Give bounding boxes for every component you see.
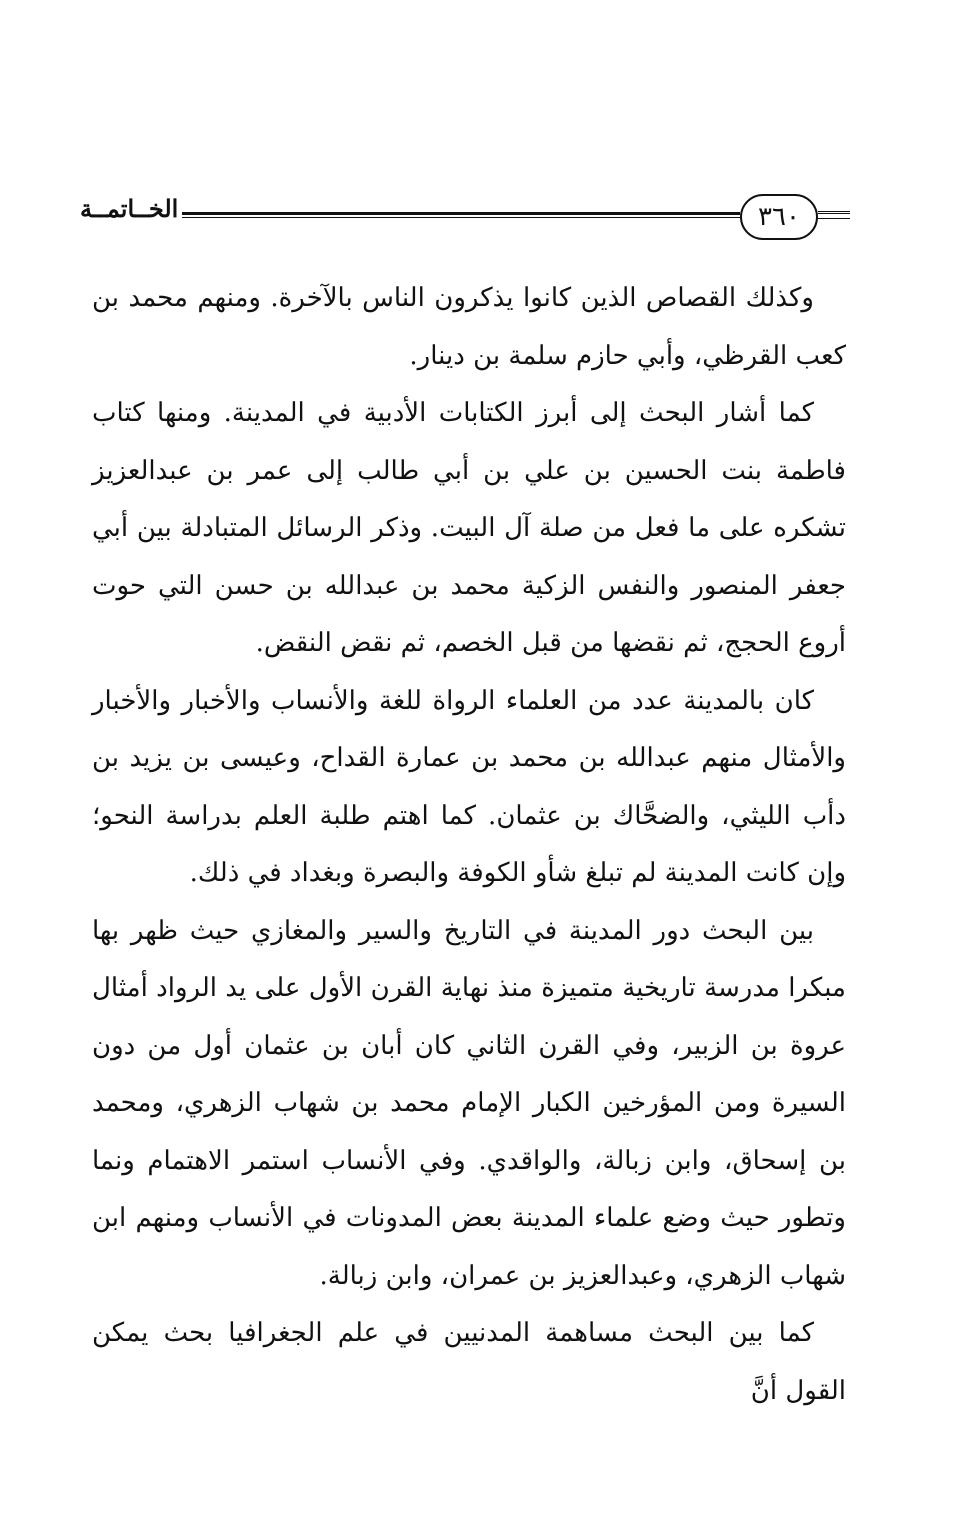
paragraph: كما بين البحث مساهمة المدنيين في علم الجغرافيا بحث يمكن القول أنَّ (92, 1318, 846, 1406)
page-header (80, 190, 850, 246)
paragraph: كما أشار البحث إلى أبرز الكتابات الأدبية في المدينة. ومنها كتاب فاطمة بنت الحسين بن علي بن أبي طالب إلى عمر بن عبدالعزيز تشكره على ما فعل من صلة آل البيت. وذكر الرسائل المتبادلة بين أبي جعفر المنصور والنفس الزكية محمد بن عبدالله بن حسن التي حوت أروع الحجج، ثم نقضها من قبل الخصم، ثم نقض النقض. (92, 398, 846, 658)
header-rule (182, 212, 740, 218)
paragraph: وكذلك القصاص الذين كانوا يذكرون الناس بالآخرة. ومنهم محمد بن كعب القرظي، وأبي حازم سلمة بن دينار. (92, 283, 846, 371)
paragraph: كان بالمدينة عدد من العلماء الرواة للغة والأنساب والأخبار والأخبار والأمثال منهم عبدالله بن محمد بن عمارة القداح، وعيسى بن يزيد بن دأب الليثي، والضحَّاك بن عثمان. كما اهتم طلبة العلم بدراسة النحو؛ وإن كانت المدينة لم تبلغ شأو الكوفة والبصرة وبغداد في ذلك. (92, 685, 846, 888)
body-text (92, 270, 846, 1420)
page-number: ٣٦٠ (740, 194, 818, 240)
chapter-title: الخــاتمــة (80, 194, 179, 223)
paragraph: بين البحث دور المدينة في التاريخ والسير والمغازي حيث ظهر بها مبكرا مدرسة تاريخية متميزة منذ نهاية القرن الأول على يد الرواد أمثال عروة بن الزبير، وفي القرن الثاني كان أبان بن عثمان أول من دون السيرة ومن المؤرخين الكبار الإمام محمد بن شهاب الزهري، ومحمد بن إسحاق، وابن زبالة، والواقدي. وفي الأنساب استمر الاهتمام ونما وتطور حيث وضع علماء المدينة بعض المدونات في الأنساب ومنهم ابن شهاب الزهري، وعبدالعزيز بن عمران، وابن زبالة. (92, 915, 846, 1291)
header-rule-right (818, 211, 850, 219)
